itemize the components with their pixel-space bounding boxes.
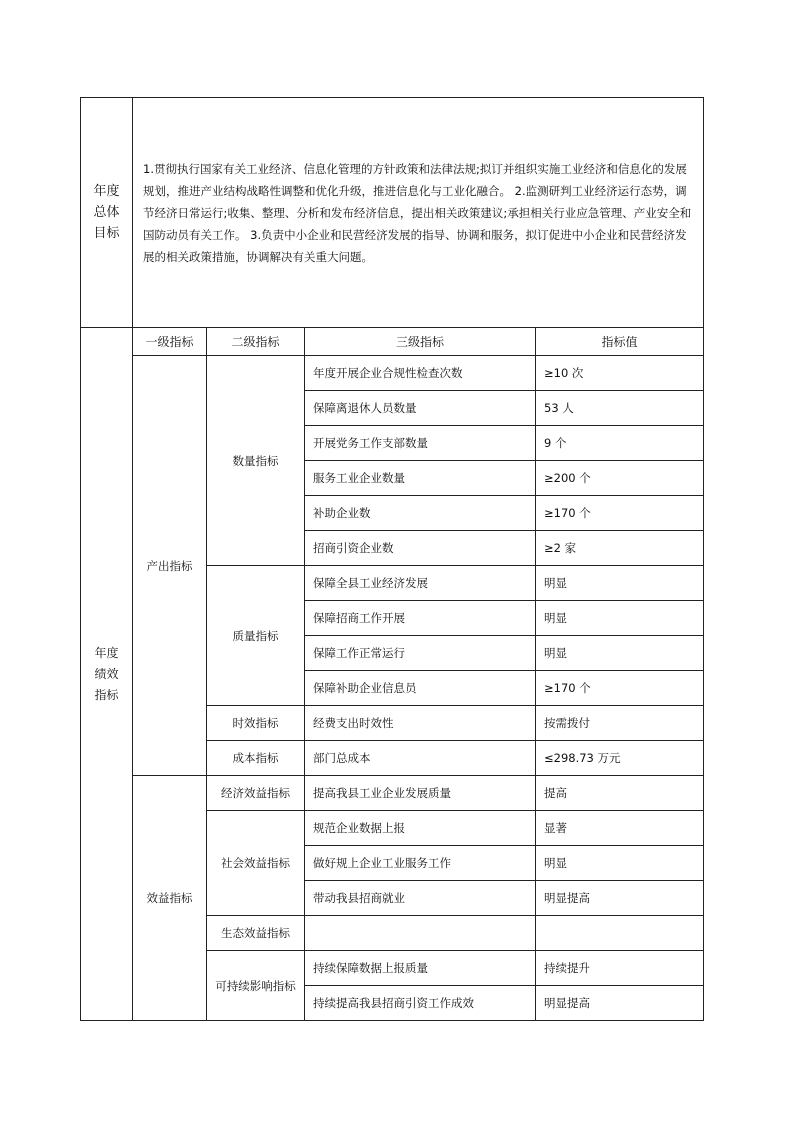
indicator-cell: 规范企业数据上报: [305, 811, 536, 846]
indicator-cell: 部门总成本: [305, 741, 536, 776]
indicator-cell: 招商引资企业数: [305, 531, 536, 566]
header-level3: 三级指标: [305, 328, 536, 356]
value-cell: 明显提高: [536, 881, 704, 916]
indicator-cell: 持续提高我县招商引资工作成效: [305, 986, 536, 1021]
table-row: [81, 356, 704, 391]
value-cell: 显著: [536, 811, 704, 846]
level2-timeliness: 时效指标: [207, 706, 305, 741]
value-cell: ≥200 个: [536, 461, 704, 496]
indicator-cell: 带动我县招商就业: [305, 881, 536, 916]
performance-table: [80, 97, 704, 1021]
value-cell: 明显: [536, 601, 704, 636]
level2-quality: 质量指标: [207, 566, 305, 706]
value-cell: 53 人: [536, 391, 704, 426]
overall-goal-text: 1.贯彻执行国家有关工业经济、信息化管理的方针政策和法律法规;拟订并组织实施工业经济和信息化的发展规划，推进产业结构战略性调整和优化升级，推进信息化与工业化融合。 2.监测研判工业经济运行态势，调节经济日常运行;收集、整理、分析和发布经济信息，提出相关政策建议;承担相关行业应急管理、产业安全和国防动员有关工作。 3.负责中小企业和民营经济发展的指导、协调和服务，拟订促进中小企业和民营经济发展的相关政策措施，协调解决有关重大问题。: [133, 98, 704, 328]
value-cell: ≥10 次: [536, 356, 704, 391]
level2-economic: 经济效益指标: [207, 776, 305, 811]
level2-sustainable: 可持续影响指标: [207, 951, 305, 1021]
table-header-row: [81, 328, 704, 356]
indicator-cell: 补助企业数: [305, 496, 536, 531]
indicator-cell: 开展党务工作支部数量: [305, 426, 536, 461]
value-cell: 明显: [536, 636, 704, 671]
indicator-cell: 保障招商工作开展: [305, 601, 536, 636]
value-cell: 提高: [536, 776, 704, 811]
value-cell: ≥170 个: [536, 671, 704, 706]
indicator-cell: 做好规上企业工业服务工作: [305, 846, 536, 881]
value-cell: 按需拨付: [536, 706, 704, 741]
indicator-cell: 年度开展企业合规性检查次数: [305, 356, 536, 391]
header-value: 指标值: [536, 328, 704, 356]
indicator-cell: 经费支出时效性: [305, 706, 536, 741]
level1-benefit: 效益指标: [133, 776, 207, 1021]
table-row: [81, 776, 704, 811]
value-cell: 持续提升: [536, 951, 704, 986]
indicator-cell: 保障全县工业经济发展: [305, 566, 536, 601]
value-cell: [536, 916, 704, 951]
level2-quantity: 数量指标: [207, 356, 305, 566]
level1-output: 产出指标: [133, 356, 207, 776]
overall-goal-row: [81, 98, 704, 328]
level2-cost: 成本指标: [207, 741, 305, 776]
value-cell: ≥170 个: [536, 496, 704, 531]
indicator-cell: 保障补助企业信息员: [305, 671, 536, 706]
indicator-cell: 服务工业企业数量: [305, 461, 536, 496]
indicator-cell: 提高我县工业企业发展质量: [305, 776, 536, 811]
value-cell: 明显: [536, 566, 704, 601]
header-level2: 二级指标: [207, 328, 305, 356]
value-cell: ≤298.73 万元: [536, 741, 704, 776]
value-cell: ≥2 家: [536, 531, 704, 566]
value-cell: 明显提高: [536, 986, 704, 1021]
indicator-cell: 保障离退休人员数量: [305, 391, 536, 426]
level2-social: 社会效益指标: [207, 811, 305, 916]
indicator-cell: [305, 916, 536, 951]
level2-ecological: 生态效益指标: [207, 916, 305, 951]
value-cell: 9 个: [536, 426, 704, 461]
indicator-cell: 保障工作正常运行: [305, 636, 536, 671]
value-cell: 明显: [536, 846, 704, 881]
overall-goal-label: 年度 总体 目标: [81, 98, 133, 328]
header-level1: 一级指标: [133, 328, 207, 356]
performance-label: 年度 绩效 指标: [81, 328, 133, 1021]
indicator-cell: 持续保障数据上报质量: [305, 951, 536, 986]
